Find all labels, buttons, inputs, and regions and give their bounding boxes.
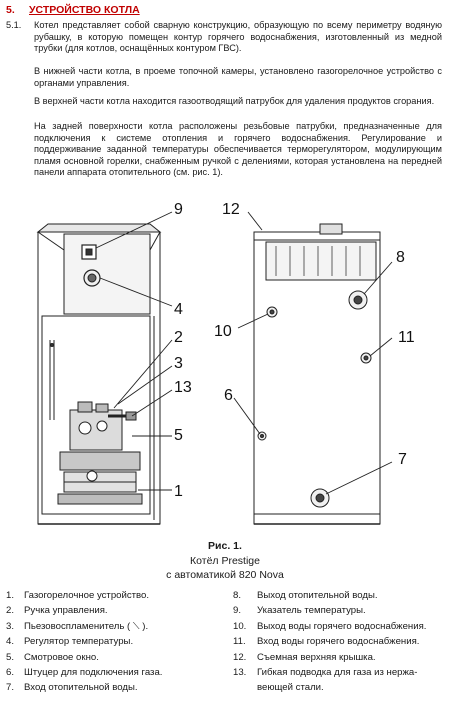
legend-item: 7. Вход отопительной воды.: [6, 682, 138, 694]
body-paragraph-3: В верхней части котла находится газоотводящий патрубок для удаления продуктов сгорания.: [34, 96, 435, 106]
legend-item: 2. Ручка управления.: [6, 605, 108, 617]
callout-12: 12: [222, 201, 240, 218]
legend-item: 11. Вход воды горячего водоснабжения.: [233, 636, 420, 648]
body-paragraph-4: На задней поверхности котла расположены резьбовые патрубки, предназначенные для подключения к системе отопления и горячего водоснабжения. Регулирование и поддерживание заданной температуры обеспечивается терморегулятором, модулирующим пламя основной горелки, снабженным ручкой с делениями, которая установлена на передней панели аппарата отопительного (см. рис. 1).: [34, 121, 442, 178]
callout-1: 1: [174, 483, 183, 500]
legend-item: 5. Смотровое окно.: [6, 651, 99, 663]
legend-item: 4. Регулятор температуры.: [6, 636, 134, 648]
callout-10: 10: [214, 323, 232, 340]
legend-item-continuation: веющей стали.: [257, 682, 324, 694]
callout-6: 6: [224, 387, 233, 404]
section-number: 5.: [6, 4, 15, 16]
paragraph-number: 5.1.: [6, 20, 22, 30]
front-callouts: [174, 201, 192, 500]
callout-8: 8: [396, 249, 405, 266]
callout-13: 13: [174, 379, 192, 396]
legend-item: 8. Выход отопительной воды.: [233, 590, 378, 601]
legend-item: 9. Указатель температуры.: [233, 605, 366, 617]
boiler-figure: [0, 190, 450, 535]
legend-item: 6. Штуцер для подключения газа.: [6, 667, 163, 679]
callout-4: 4: [174, 301, 183, 318]
figure-caption-line-1: Котёл Prestige: [190, 555, 260, 567]
body-paragraph-1: Котел представляет собой сварную конструкцию, образующую по всему периметру водяную рубашку, в которую помещен контур горячего водоснабжения, изготовленный из медной трубки (для котлов, оснащённых контуром ГВС).: [34, 20, 442, 54]
callout-9: 9: [174, 201, 183, 218]
legend-item: 12. Съемная верхняя крышка.: [233, 651, 376, 663]
section-title: УСТРОЙСТВО КОТЛА: [29, 4, 140, 16]
callout-11: 11: [398, 329, 415, 346]
callout-5: 5: [174, 427, 183, 444]
boiler-front-view: [38, 224, 160, 524]
legend-item: 1. Газогорелочное устройство.: [6, 590, 150, 601]
legend-item: 10. Выход воды горячего водоснабжения.: [233, 620, 427, 632]
figure-caption-title: Рис. 1.: [208, 540, 242, 552]
legend-left-list: [6, 588, 226, 696]
figure-caption-line-2: с автоматикой 820 Nova: [166, 569, 284, 581]
callout-7: 7: [398, 451, 407, 468]
legend-item: 13. Гибкая подводка для газа из нержа-: [233, 667, 418, 679]
legend-item: 3. Пьезовоспламенитель ( ⟍ ).: [6, 620, 149, 632]
boiler-rear-view: [254, 224, 380, 524]
section-heading: [6, 4, 140, 16]
callout-2: 2: [174, 329, 183, 346]
legend-right-list: [233, 588, 448, 696]
body-paragraph-2: В нижней части котла, в проеме топочной камеры, установлено газогорелочное устройство с органами управления.: [34, 66, 442, 88]
callout-3: 3: [174, 355, 183, 372]
